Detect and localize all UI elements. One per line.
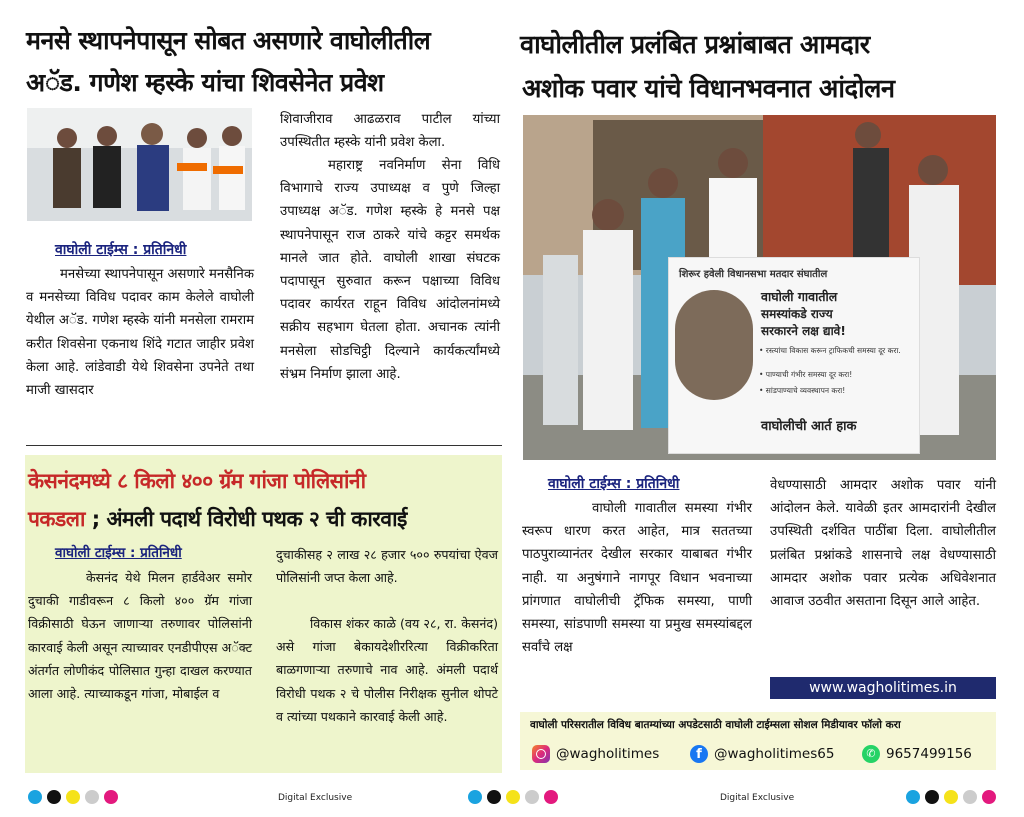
grey-dot (963, 790, 977, 804)
story2-column2: वेधण्यासाठी आमदार अशोक पवार यांनी आंदोलन केले. यावेळी इतर आमदारांनी देखील उपस्थिती दर्शवित पाठींबा दिला. वाघोलीतील प्रलंबित प्रश्नांकडे शासनाचे लक्ष वेधण्यासाठी आमदार अशोक पवार प्रत्येक अधिवेशनात आवाज उठवीत असताना दिसून आले आहेत. (770, 478, 996, 610)
website-bar[interactable] (770, 677, 996, 699)
facebook-handle[interactable]: @wagholitimes65 (714, 746, 835, 762)
yellow-dot (66, 790, 80, 804)
registration-marks-right (906, 790, 996, 804)
story1-byline: वाघोली टाईम्स : प्रतिनिधी (55, 242, 187, 258)
story1-headline-line2: अॅड. गणेश म्हस्के यांचा शिवसेनेत प्रवेश (26, 68, 384, 97)
magenta-dot (104, 790, 118, 804)
whatsapp-icon: ✆ (862, 745, 880, 763)
instagram-link[interactable] (532, 744, 659, 764)
banner-title-3: सरकारने लक्ष द्यावे! (761, 324, 846, 338)
website-url[interactable]: www.wagholitimes.in (809, 680, 957, 696)
story3-headline-line1: केसनंदमध्ये ८ किलो ४०० ग्रॅम गांजा पोलिसांनी (28, 469, 366, 493)
story1-column1: मनसेच्या स्थापनेपासून असणारे मनसैनिक व मनसेच्या विविध पदावर काम केलेले वाघोली येथील अॅड. गणेश म्हस्के यांनी मनसेला रामराम करीत शिवसेना एकनाथ शिंदे गटात जाहीर प्रवेश केला आहे. लांडेवाडी येथे शिवसेना उपनेते तथा माजी खासदार (26, 267, 254, 399)
facebook-icon: f (690, 745, 708, 763)
banner-point-1: • रस्त्यांचा विकास करून ट्राफिकची समस्या दूर करा. (759, 346, 901, 355)
story2-photo (523, 115, 996, 460)
cyan-dot (28, 790, 42, 804)
grey-dot (85, 790, 99, 804)
story1-headline-line1: मनसे स्थापनेपासून सोबत असणारे वाघोलीतील (26, 26, 431, 55)
magenta-dot (982, 790, 996, 804)
banner-footer: वाघोलीची आर्त हाक (761, 419, 857, 434)
registration-marks-center (468, 790, 563, 804)
yellow-dot (506, 790, 520, 804)
protest-banner (668, 257, 920, 454)
story2-byline: वाघोली टाईम्स : प्रतिनिधी (548, 476, 680, 492)
story3-column2-p2: विकास शंकर काळे (वय २८, रा. केसनंद) असे गांजा बेकायदेशीररित्या विक्रीकरिता बाळगणाऱ्या तरुणाचे नाव आहे. अंमली पदार्थ विरोधी पथक २ चे पोलीस निरीक्षक सुनील थोपटे व त्यांच्या पथकाने कारवाई केली आहे. (276, 616, 498, 724)
story1-photo (27, 108, 252, 221)
registration-marks-left (28, 790, 123, 804)
banner-image (675, 290, 753, 400)
black-dot (47, 790, 61, 804)
instagram-icon (532, 745, 550, 763)
banner-point-2: • पाण्याची गंभीर समस्या दूर करा! (759, 370, 853, 379)
cyan-dot (468, 790, 482, 804)
black-dot (487, 790, 501, 804)
whatsapp-link[interactable] (862, 744, 972, 764)
story2-headline-line1: वाघोलीतील प्रलंबित प्रश्नांबाबत आमदार (520, 30, 870, 60)
banner-point-3: • सांडपाण्याचे व्यवस्थापन करा! (759, 386, 846, 395)
social-box (520, 712, 996, 770)
magenta-dot (544, 790, 558, 804)
story2-headline-line2: अशोक पवार यांचे विधानभवनात आंदोलन (522, 74, 895, 104)
banner-title-2: समस्यांकडे राज्य (761, 307, 833, 321)
story3-column2-p1: दुचाकीसह २ लाख २८ हजार ५०० रुपयांचा ऐवज पोलिसांनी जप्त केला आहे. (276, 547, 498, 586)
banner-title-1: वाघोली गावातील (761, 289, 838, 304)
story3-headline-line2 (28, 498, 407, 540)
instagram-handle[interactable]: @wagholitimes (556, 746, 660, 762)
yellow-dot (944, 790, 958, 804)
grey-dot (525, 790, 539, 804)
story3-headline-red: पकडला (28, 507, 85, 531)
story1-column2-p1: शिवाजीराव आढळराव पाटील यांच्या उपस्थितीत म्हस्के यांनी प्रवेश केला. (280, 112, 500, 151)
story1-column2-p2: महाराष्ट्र नवनिर्माण सेना विधि विभागाचे राज्य उपाध्यक्ष व पुणे जिल्हा उपाध्यक्ष अॅड. गणेश म्हस्के हे मनसे पक्ष स्थापनेपासून राज ठाकरे यांचे कट्टर समर्थक मानले जात होते. वाघोली शाखा संघटक पदापासून सुरुवात करून पक्षाच्या विविध पदावर कार्यरत राहून विविध आंदोलनांमध्ये सक्रीय सहभाग घेतला होता. अचानक त्यांनी मनसेला सोडचिट्ठी दिल्याने कार्यकर्त्यांमध्ये संभ्रम निर्माण झाला आहे. (280, 158, 500, 382)
whatsapp-number[interactable]: 9657499156 (886, 746, 972, 762)
black-dot (925, 790, 939, 804)
story1-bottom-rule (26, 445, 502, 446)
footer-label-right: Digital Exclusive (720, 793, 795, 803)
story3-headline-black: ; अंमली पदार्थ विरोधी पथक २ ची कारवाई (84, 507, 407, 531)
story2-column1: वाघोली गावातील समस्या गंभीर स्वरूप धारण करत आहेत, मात्र सततच्या पाठपुराव्यानंतर देखील सरकार याबाबत गंभीर नाही. या अनुषंगाने नागपूर विधान भवनाच्या प्रांगणात वाघोलीची ट्रॅफिक समस्या, पाणी समस्या, सांडपाणी समस्या या प्रमुख समस्यांबद्दल सर्वांचे लक्ष (522, 501, 752, 656)
social-caption: वाघोली परिसरातील विविध बातम्यांच्या अपडेटसाठी वाघोली टाईम्सला सोशल मिडीयावर फॉलो करा (530, 719, 901, 731)
footer-label-left: Digital Exclusive (278, 793, 353, 803)
cyan-dot (906, 790, 920, 804)
story3-column1: केसनंद येथे मिलन हार्डवेअर समोर दुचाकी गाडीवरून ८ किलो ४०० ग्रॅम गांजा विक्रीसाठी घेऊन जाणाऱ्या तरुणावर पोलिसांनी कारवाई केली असून त्याच्यावर एनडीपीएस अॅक्ट अंतर्गत लोणीकंद पोलिसात गुन्हा दाखल करण्यात आला आहे. त्याच्याकडून गांजा, मोबाईल व (28, 570, 252, 702)
banner-top-text: शिरूर हवेली विधानसभा मतदार संघातील (679, 269, 828, 280)
facebook-link[interactable] (690, 744, 834, 764)
story3-byline: वाघोली टाईम्स : प्रतिनिधी (55, 545, 182, 561)
